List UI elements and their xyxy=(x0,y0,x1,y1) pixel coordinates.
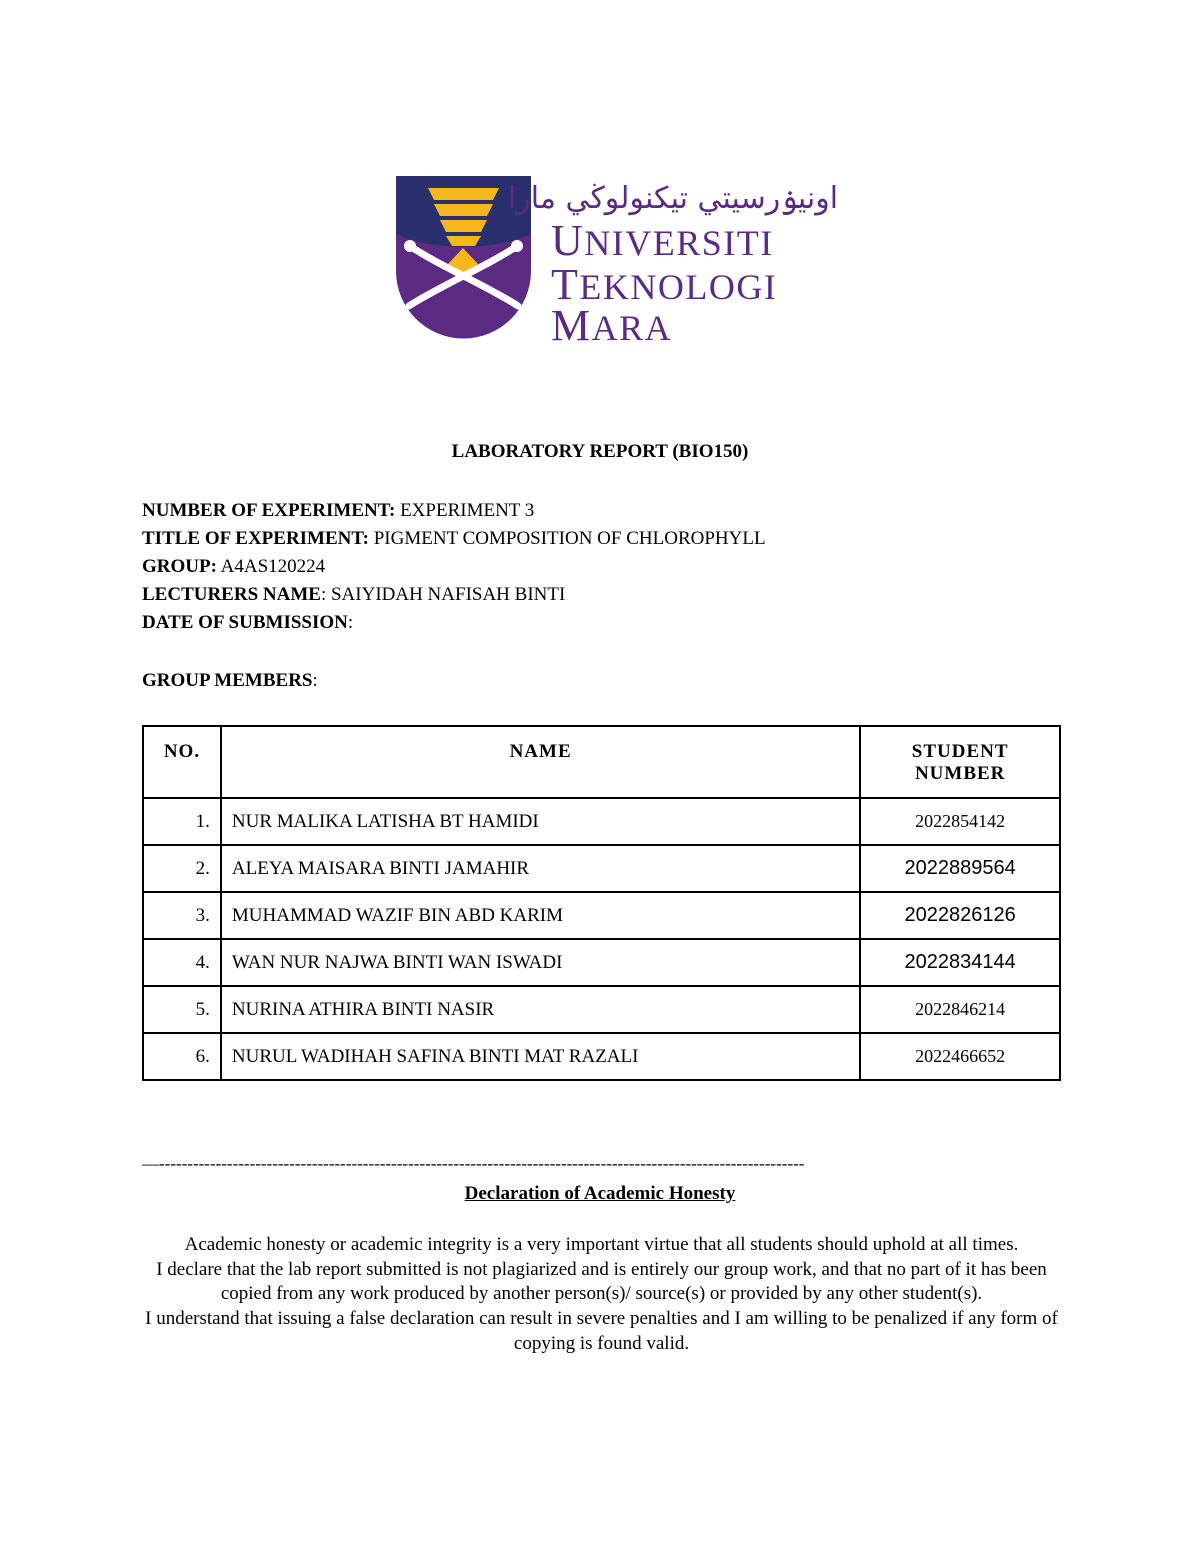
field-value: : xyxy=(312,670,318,691)
table-row xyxy=(143,986,1060,1033)
header-no: NO. xyxy=(143,726,221,798)
header-student-number-line2: NUMBER xyxy=(914,763,1006,784)
row-student-number: 2022846214 xyxy=(860,986,1060,1033)
submission-date-field xyxy=(142,612,353,634)
declaration-paragraph: Academic honesty or academic integrity is a very important virtue that all students should uphold at all times. xyxy=(184,1234,1019,1255)
row-name: NURUL WADIHAH SAFINA BINTI MAT RAZALI xyxy=(221,1033,860,1080)
field-label: GROUP: xyxy=(142,556,217,577)
row-name: ALEYA MAISARA BINTI JAMAHIR xyxy=(221,845,860,892)
table-row xyxy=(143,892,1060,939)
declaration-body xyxy=(142,1233,1061,1357)
row-no: 3. xyxy=(143,892,221,939)
table-row xyxy=(143,845,1060,892)
field-label: NUMBER OF EXPERIMENT: xyxy=(142,500,396,521)
field-label: LECTURERS NAME xyxy=(142,584,321,605)
experiment-number-field xyxy=(142,500,534,522)
row-name: MUHAMMAD WAZIF BIN ABD KARIM xyxy=(221,892,860,939)
row-no: 5. xyxy=(143,986,221,1033)
row-student-number: 2022854142 xyxy=(860,798,1060,845)
field-value: : SAIYIDAH NAFISAH BINTI xyxy=(320,584,566,605)
field-label: GROUP MEMBERS xyxy=(142,670,313,691)
row-student-number: 2022834144 xyxy=(860,939,1060,986)
jawi-text: اونيۏرسيتي تيكنولوڬي مارا xyxy=(507,181,839,216)
header-student-number xyxy=(860,726,1060,798)
table-row xyxy=(143,1033,1060,1080)
row-no: 2. xyxy=(143,845,221,892)
table-row xyxy=(143,939,1060,986)
row-name: NUR MALIKA LATISHA BT HAMIDI xyxy=(221,798,860,845)
row-no: 6. xyxy=(143,1033,221,1080)
logo-line-teknologi: TEKNOLOGI xyxy=(551,260,778,309)
declaration-paragraph: I declare that the lab report submitted is not plagiarized and is entirely our group work, and that no part of it has been copied from any work produced by another person(s)/ source(s) or provided by any other student(s). xyxy=(156,1258,1047,1305)
header-student-number-line1: STUDENT xyxy=(911,741,1009,762)
field-value: EXPERIMENT 3 xyxy=(395,500,535,521)
table-header-row xyxy=(143,726,1060,798)
declaration-title: Declaration of Academic Honesty xyxy=(464,1183,736,1204)
group-members-heading xyxy=(142,670,318,692)
row-name: NURINA ATHIRA BINTI NASIR xyxy=(221,986,860,1033)
report-title: LABORATORY REPORT (BIO150) xyxy=(451,441,749,462)
field-value: : xyxy=(347,612,354,633)
row-student-number: 2022466652 xyxy=(860,1033,1060,1080)
field-label: TITLE OF EXPERIMENT: xyxy=(142,528,369,549)
row-student-number: 2022826126 xyxy=(860,892,1060,939)
jawi-university-name xyxy=(507,176,839,218)
row-no: 4. xyxy=(143,939,221,986)
row-name: WAN NUR NAJWA BINTI WAN ISWADI xyxy=(221,939,860,986)
declaration-paragraph: I understand that issuing a false declaration can result in severe penalties and I am willing to be penalized if any form of copying is found valid. xyxy=(145,1308,1058,1354)
field-label: DATE OF SUBMISSION xyxy=(142,612,348,633)
group-field xyxy=(142,556,325,578)
row-no: 1. xyxy=(143,798,221,845)
university-logo xyxy=(396,176,839,350)
table-row xyxy=(143,798,1060,845)
experiment-title-field xyxy=(142,528,766,550)
header-name: NAME xyxy=(221,726,860,798)
group-members-table xyxy=(142,725,1061,1081)
section-divider: —------------------------------------------------------------------------------------------------------------------ xyxy=(142,1154,805,1173)
row-student-number: 2022889564 xyxy=(860,845,1060,892)
field-value: PIGMENT COMPOSITION OF CHLOROPHYLL xyxy=(368,528,766,549)
lecturer-field xyxy=(142,584,565,606)
field-value: A4AS120224 xyxy=(216,556,326,577)
logo-line-mara: MARA xyxy=(551,301,673,350)
logo-line-universiti: UNIVERSITI xyxy=(551,216,774,265)
